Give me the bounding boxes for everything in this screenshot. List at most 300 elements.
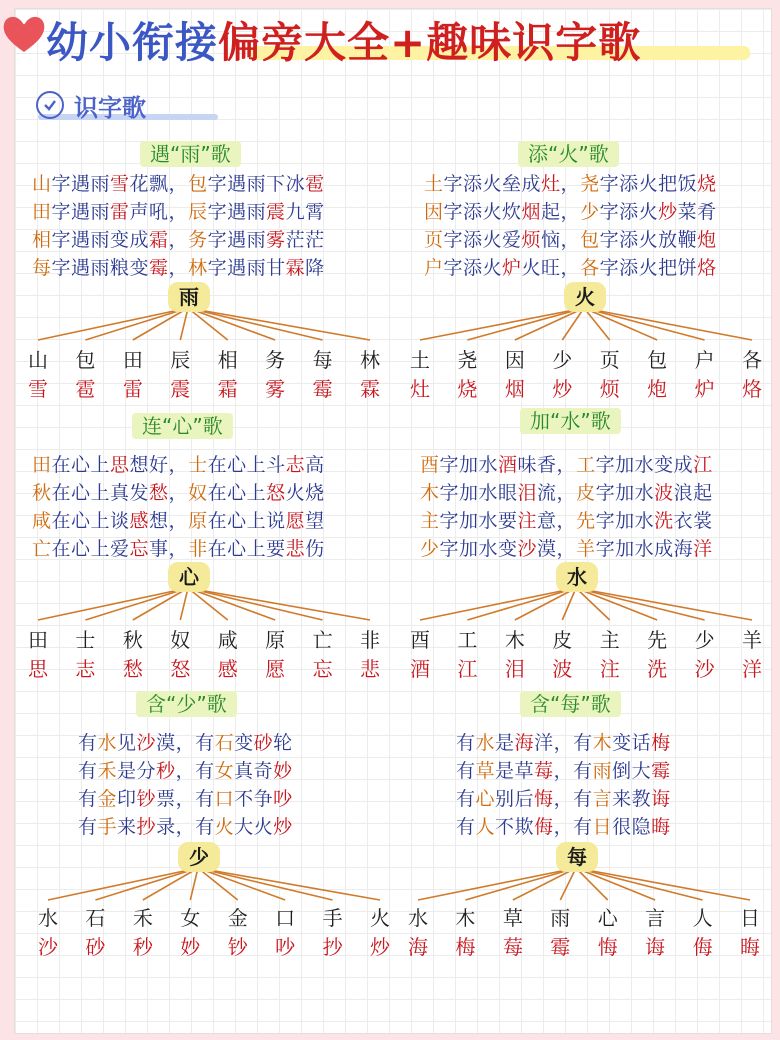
line-text: 在心上 — [207, 482, 267, 504]
line-text: 浪起 — [673, 482, 713, 504]
line-text: ， — [560, 173, 581, 195]
base-char: 咸 — [217, 628, 238, 652]
result-char: 注 — [599, 657, 620, 681]
base-char: 少 — [694, 628, 715, 652]
result-char: 烙 — [742, 377, 762, 401]
result-char: 雹 — [305, 173, 325, 195]
line-text: 声吼， — [129, 201, 189, 223]
result-char: 梅 — [455, 935, 476, 959]
branch-line — [418, 868, 576, 900]
result-char: 怒 — [170, 657, 191, 681]
result-char: 诲 — [645, 935, 666, 959]
line-text: 字加水要 — [439, 510, 518, 532]
component-char: 咸 — [32, 510, 52, 532]
base-char: 木 — [455, 906, 476, 930]
result-char: 雾 — [265, 377, 286, 401]
line-text: 字添火把饼 — [599, 257, 698, 279]
line-text: 茫茫 — [285, 229, 325, 251]
component-char: 火 — [214, 816, 235, 838]
result-char: 酒 — [498, 454, 518, 476]
base-char: 言 — [645, 906, 666, 930]
result-char: 侮 — [692, 935, 713, 959]
line-text: 九霄 — [285, 201, 325, 223]
base-char: 少 — [552, 348, 573, 372]
radical-badge: 火 — [564, 282, 606, 312]
base-char: 因 — [504, 348, 525, 372]
line-text: 望 — [305, 510, 325, 532]
line-text: 洋，有 — [534, 732, 593, 754]
result-char: 思 — [110, 454, 130, 476]
component-char: 山 — [32, 173, 52, 195]
component-char: 林 — [188, 257, 208, 279]
result-char: 雷 — [122, 377, 143, 401]
section-title: 加“水”歌 — [520, 408, 621, 434]
component-char: 少 — [580, 201, 600, 223]
component-char: 女 — [214, 760, 235, 782]
line-text: 是草 — [495, 760, 535, 782]
radical-badge: 每 — [556, 842, 598, 872]
line-text: ，有 — [553, 760, 593, 782]
line-text: 字添火垒成 — [443, 173, 542, 195]
line-text: 起， — [541, 201, 581, 223]
result-char: 砂 — [253, 732, 274, 754]
result-char: 泪 — [504, 657, 525, 681]
base-char: 工 — [457, 628, 478, 652]
component-char: 草 — [475, 760, 496, 782]
line-text: 票，有 — [156, 788, 215, 810]
base-char: 户 — [694, 348, 715, 372]
section-title: 含“每”歌 — [520, 691, 621, 717]
line-text: 字加水变 — [439, 538, 518, 560]
result-char: 莓 — [502, 935, 523, 959]
result-char: 侮 — [534, 816, 554, 838]
result-char: 感 — [129, 510, 150, 532]
result-char: 波 — [654, 482, 674, 504]
result-char: 志 — [75, 657, 96, 681]
line-text: 不争 — [234, 788, 274, 810]
line-text: 来教 — [612, 788, 652, 810]
base-char: 心 — [597, 906, 618, 930]
base-char: 雨 — [550, 906, 571, 930]
line-text: 在心上真发 — [51, 482, 150, 504]
base-char: 女 — [180, 906, 201, 930]
result-char: 洗 — [647, 657, 668, 681]
line-text: 在心上要 — [207, 538, 286, 560]
result-char: 霉 — [149, 257, 169, 279]
line-text: 有 — [78, 760, 98, 782]
result-char: 沙 — [38, 935, 58, 959]
line-text: 很隐 — [612, 816, 652, 838]
result-char: 烟 — [504, 377, 525, 401]
line-text: 高 — [305, 454, 325, 476]
component-char: 口 — [214, 788, 235, 810]
result-char: 愁 — [149, 482, 169, 504]
result-char: 烧 — [697, 173, 717, 195]
radical-badge: 心 — [168, 562, 210, 592]
result-char: 晦 — [651, 816, 671, 838]
result-char: 雹 — [75, 377, 96, 401]
component-char: 相 — [32, 229, 52, 251]
line-text: 字加水眼 — [439, 482, 518, 504]
component-char: 酉 — [420, 454, 440, 476]
component-char: 尧 — [580, 173, 600, 195]
base-char: 相 — [217, 348, 238, 372]
component-char: 雨 — [592, 760, 613, 782]
result-char: 秒 — [132, 935, 153, 959]
component-char: 各 — [580, 257, 600, 279]
base-char: 水 — [38, 906, 58, 930]
result-char: 吵 — [275, 935, 296, 959]
line-text: 火旺， — [521, 257, 581, 279]
result-char: 晦 — [740, 935, 760, 959]
line-text: 字遇雨 — [207, 201, 267, 223]
line-text: 降 — [305, 257, 325, 279]
result-char: 愿 — [285, 510, 306, 532]
result-char: 吵 — [273, 788, 293, 810]
line-text: 倒大 — [612, 760, 652, 782]
base-char: 木 — [504, 628, 525, 652]
line-text: 在心上谈 — [51, 510, 130, 532]
result-char: 霖 — [285, 257, 306, 279]
result-char: 炒 — [658, 201, 678, 223]
result-char: 愁 — [122, 657, 143, 681]
radical-badge: 雨 — [168, 282, 210, 312]
result-char: 炒 — [552, 377, 573, 401]
line-text: 有 — [456, 732, 476, 754]
component-char: 务 — [188, 229, 208, 251]
base-char: 林 — [360, 348, 380, 372]
line-text: 有 — [456, 816, 476, 838]
component-char: 主 — [420, 510, 440, 532]
result-char: 酒 — [410, 657, 430, 681]
line-text: 字添火炊 — [443, 201, 522, 223]
base-char: 先 — [647, 628, 668, 652]
component-char: 日 — [592, 816, 613, 838]
result-char: 烦 — [599, 377, 620, 401]
line-text: 恼， — [541, 229, 581, 251]
component-char: 羊 — [576, 538, 596, 560]
component-char: 户 — [424, 257, 444, 279]
line-text: 是分 — [117, 760, 157, 782]
title-part-2: 偏旁大全+趣味识字歌 — [218, 18, 642, 67]
line-text: 字遇雨下冰 — [207, 173, 306, 195]
result-char: 炒 — [273, 816, 293, 838]
result-char: 感 — [217, 657, 238, 681]
component-char: 非 — [188, 538, 208, 560]
result-char: 炒 — [370, 935, 390, 959]
component-char: 先 — [576, 510, 596, 532]
result-char: 海 — [408, 935, 428, 959]
component-char: 工 — [576, 454, 596, 476]
result-char: 妙 — [273, 760, 293, 782]
line-text: ，有 — [553, 788, 593, 810]
line-text: 来 — [117, 816, 137, 838]
line-text: 字遇雨变成 — [51, 229, 150, 251]
result-char: 霉 — [651, 760, 671, 782]
component-char: 页 — [424, 229, 444, 251]
line-text: ，有 — [553, 816, 593, 838]
result-char: 雾 — [266, 229, 286, 251]
component-char: 心 — [475, 788, 496, 810]
component-char: 奴 — [188, 482, 208, 504]
base-char: 人 — [692, 906, 713, 930]
result-char: 烦 — [521, 229, 542, 251]
line-text: 字遇雨 — [51, 173, 111, 195]
component-char: 人 — [475, 816, 496, 838]
line-text: 变 — [234, 732, 254, 754]
result-char: 抄 — [136, 816, 157, 838]
line-text: 有 — [78, 732, 98, 754]
line-text: 轮 — [273, 732, 293, 754]
base-char: 非 — [360, 628, 380, 652]
branch-line — [576, 868, 655, 900]
result-char: 悲 — [360, 657, 380, 681]
component-char: 因 — [424, 201, 444, 223]
result-char: 江 — [457, 657, 478, 681]
result-char: 洗 — [654, 510, 674, 532]
result-char: 霉 — [312, 377, 333, 401]
component-char: 土 — [424, 173, 444, 195]
base-char: 各 — [742, 348, 762, 372]
base-char: 亡 — [312, 628, 333, 652]
component-char: 士 — [188, 454, 208, 476]
line-text: 花飘， — [129, 173, 189, 195]
result-char: 妙 — [180, 935, 201, 959]
radical-badge: 水 — [556, 562, 598, 592]
base-char: 禾 — [132, 906, 153, 930]
line-text: 想好， — [129, 454, 189, 476]
component-char: 少 — [420, 538, 440, 560]
line-text: 在心上 — [51, 454, 111, 476]
section-title: 连“心”歌 — [132, 413, 233, 439]
component-char: 每 — [32, 257, 52, 279]
result-char: 震 — [266, 201, 286, 223]
base-char: 酉 — [410, 628, 430, 652]
line-text: 衣裳 — [673, 510, 713, 532]
line-text: 想， — [149, 510, 189, 532]
component-char: 禾 — [97, 760, 118, 782]
result-char: 钞 — [136, 788, 157, 810]
line-text: 字添火爱 — [443, 229, 522, 251]
section-title: 含“少”歌 — [136, 691, 237, 717]
line-text: 火烧 — [285, 482, 325, 504]
line-text: 事， — [149, 538, 189, 560]
result-char: 梅 — [651, 732, 671, 754]
base-char: 原 — [265, 628, 286, 652]
result-char: 烧 — [457, 377, 478, 401]
base-char: 土 — [410, 348, 430, 372]
result-char: 钞 — [227, 935, 248, 959]
base-char: 金 — [227, 906, 248, 930]
result-char: 莓 — [534, 760, 554, 782]
line-text: 变话 — [612, 732, 652, 754]
line-text: 有 — [456, 760, 476, 782]
line-text: 字添火放鞭 — [599, 229, 698, 251]
line-text: 别后 — [495, 788, 535, 810]
line-text: 字遇雨 — [51, 201, 111, 223]
base-char: 包 — [75, 348, 96, 372]
line-text: 字添火把饭 — [599, 173, 698, 195]
line-text: 在心上说 — [207, 510, 286, 532]
result-char: 霖 — [360, 377, 380, 401]
line-text: 字加水变成 — [595, 454, 694, 476]
line-text: 菜肴 — [677, 201, 717, 223]
result-char: 灶 — [541, 173, 561, 195]
result-char: 愿 — [265, 657, 286, 681]
result-char: 悔 — [597, 935, 618, 959]
branch-line — [576, 868, 703, 900]
component-char: 木 — [420, 482, 440, 504]
result-char: 霉 — [550, 935, 571, 959]
line-text: 印 — [117, 788, 137, 810]
line-text: 有 — [78, 788, 98, 810]
line-text: ， — [168, 482, 189, 504]
line-text: 字遇雨 — [207, 229, 267, 251]
result-char: 海 — [514, 732, 535, 754]
base-char: 羊 — [742, 628, 762, 652]
line-text: 有 — [78, 816, 98, 838]
line-text: 字添火 — [443, 257, 503, 279]
result-char: 悔 — [534, 788, 554, 810]
line-text: 真奇 — [234, 760, 274, 782]
result-char: 烙 — [697, 257, 717, 279]
line-text: 漠，有 — [156, 732, 215, 754]
base-char: 田 — [122, 348, 143, 372]
result-char: 泪 — [517, 482, 538, 504]
base-char: 尧 — [457, 348, 478, 372]
base-char: 田 — [28, 628, 48, 652]
component-char: 手 — [97, 816, 118, 838]
component-char: 包 — [188, 173, 208, 195]
component-char: 辰 — [188, 201, 208, 223]
result-char: 洋 — [742, 657, 762, 681]
result-char: 洋 — [693, 538, 713, 560]
line-text: 有 — [456, 788, 476, 810]
line-text: 字遇雨甘 — [207, 257, 286, 279]
result-char: 沙 — [694, 657, 715, 681]
line-text: 见 — [117, 732, 137, 754]
result-char: 震 — [170, 377, 191, 401]
base-char: 水 — [408, 906, 428, 930]
result-char: 江 — [693, 454, 713, 476]
line-text: ，有 — [175, 760, 215, 782]
result-char: 秒 — [156, 760, 176, 782]
component-char: 包 — [580, 229, 600, 251]
line-text: 字加水成海 — [595, 538, 694, 560]
component-char: 田 — [32, 454, 52, 476]
component-char: 亡 — [32, 538, 52, 560]
base-char: 奴 — [170, 628, 191, 652]
line-text: 字添火 — [599, 201, 659, 223]
result-char: 雷 — [110, 201, 130, 223]
line-text: 大火 — [234, 816, 274, 838]
line-text: 不欺 — [495, 816, 535, 838]
line-text: 字加水 — [439, 454, 499, 476]
result-char: 忘 — [129, 538, 150, 560]
base-char: 辰 — [170, 348, 191, 372]
component-char: 田 — [32, 201, 52, 223]
line-text: 字加水 — [595, 510, 655, 532]
result-char: 炉 — [694, 377, 715, 401]
result-char: 雪 — [110, 173, 130, 195]
base-char: 包 — [647, 348, 668, 372]
line-text: 伤 — [305, 538, 325, 560]
line-text: 漠， — [537, 538, 577, 560]
result-char: 志 — [285, 454, 306, 476]
component-char: 石 — [214, 732, 235, 754]
subtitle-text: 识字歌 — [74, 93, 146, 122]
result-char: 诲 — [651, 788, 671, 810]
base-char: 手 — [322, 906, 343, 930]
base-char: 主 — [599, 628, 620, 652]
component-char: 木 — [592, 732, 613, 754]
component-char: 言 — [592, 788, 613, 810]
base-char: 火 — [370, 906, 390, 930]
base-char: 秋 — [122, 628, 143, 652]
line-text: 意， — [537, 510, 577, 532]
section-title: 添“火”歌 — [518, 141, 619, 167]
result-char: 沙 — [136, 732, 157, 754]
result-char: 炮 — [697, 229, 717, 251]
result-char: 抄 — [322, 935, 343, 959]
result-char: 炉 — [502, 257, 522, 279]
result-char: 炮 — [647, 377, 668, 401]
result-char: 灶 — [410, 377, 430, 401]
section-title: 遇“雨”歌 — [140, 141, 241, 167]
result-char: 怒 — [266, 482, 286, 504]
component-char: 皮 — [576, 482, 596, 504]
component-char: 原 — [188, 510, 208, 532]
line-text: ， — [168, 257, 189, 279]
result-char: 波 — [552, 657, 573, 681]
base-char: 皮 — [552, 628, 573, 652]
line-text: 字遇雨粮变 — [51, 257, 150, 279]
line-text: 在心上斗 — [207, 454, 286, 476]
radical-badge: 少 — [178, 842, 220, 872]
result-char: 霜 — [217, 377, 238, 401]
line-text: 在心上爱 — [51, 538, 130, 560]
result-char: 注 — [517, 510, 538, 532]
result-char: 雪 — [28, 377, 48, 401]
component-char: 水 — [475, 732, 496, 754]
line-text: 字加水 — [595, 482, 655, 504]
base-char: 草 — [502, 906, 523, 930]
result-char: 烟 — [521, 201, 542, 223]
result-char: 思 — [28, 657, 48, 681]
line-text: 味香， — [517, 454, 577, 476]
base-char: 日 — [740, 906, 760, 930]
title-part-1: 幼小衔接 — [46, 18, 219, 67]
base-char: 务 — [265, 348, 286, 372]
component-char: 水 — [97, 732, 118, 754]
base-char: 石 — [85, 906, 106, 930]
base-char: 山 — [28, 348, 48, 372]
base-char: 页 — [599, 348, 620, 372]
line-text: 流， — [537, 482, 577, 504]
result-char: 霜 — [149, 229, 169, 251]
line-text: 录，有 — [156, 816, 215, 838]
line-text: ， — [168, 229, 189, 251]
component-char: 金 — [97, 788, 118, 810]
result-char: 悲 — [285, 538, 306, 560]
base-char: 口 — [275, 906, 296, 930]
result-char: 忘 — [312, 657, 333, 681]
base-char: 每 — [312, 348, 333, 372]
component-char: 秋 — [32, 482, 52, 504]
result-char: 砂 — [85, 935, 106, 959]
result-char: 沙 — [517, 538, 538, 560]
base-char: 士 — [75, 628, 96, 652]
